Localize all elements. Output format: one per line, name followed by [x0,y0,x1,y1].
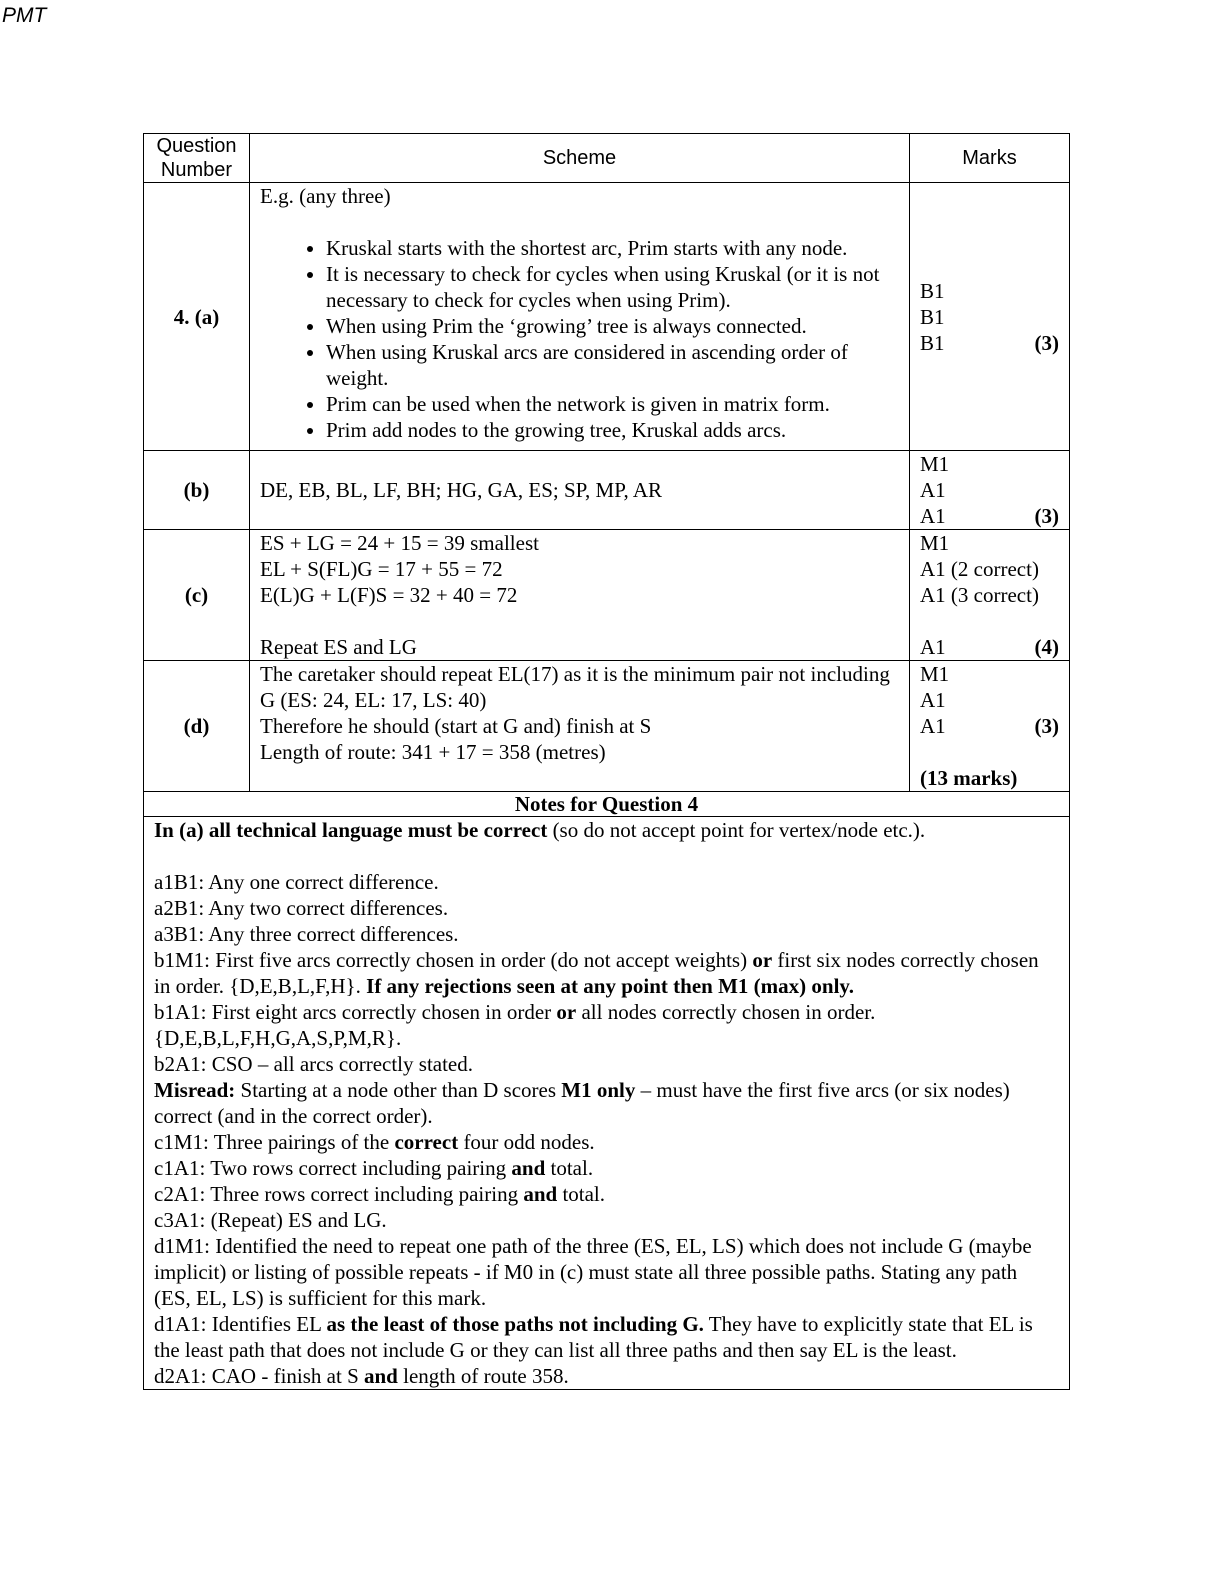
mark-scheme-table [143,133,1070,1390]
part-a-marks [910,183,1070,451]
part-d-marks [910,661,1070,792]
part-a-label: 4. (a) [144,183,250,451]
part-c-line: ES + LG = 24 + 15 = 39 smallest [260,531,539,555]
header-row [144,134,1070,183]
part-c-line: E(L)G + L(F)S = 32 + 40 = 72 [260,583,518,607]
mark: A1 [920,714,946,738]
note-b1a1: b1A1: First eight arcs correctly chosen in order or all nodes correctly chosen in order. {D,E,B,L,F,H,G,A,S,P,M,R}. [154,1000,876,1050]
mark: A1 [920,504,946,528]
point-item: • Kruskal starts with the shortest arc, Prim starts with any node. [326,235,899,261]
pmt-header: PMT [2,4,47,27]
note-c3a1: c3A1: (Repeat) ES and LG. [154,1208,387,1232]
notes-row [144,817,1070,1390]
part-c-repeat: Repeat ES and LG [260,635,417,659]
part-b-marks [910,451,1070,530]
mark: M1 [920,452,950,476]
note-a1: a1B1: Any one correct difference. [154,870,439,894]
part-c-label: (c) [144,530,250,661]
part-b-row [144,451,1070,530]
note-c2a1: c2A1: Three rows correct including pairing and total. [154,1182,606,1206]
part-d-scheme [250,661,910,792]
mark: A1 [920,635,946,659]
marks-header: Marks [910,134,1070,183]
notes-title: Notes for Question 4 [144,792,1070,817]
part-b-answer: DE, EB, BL, LF, BH; HG, GA, ES; SP, MP, AR [250,451,910,530]
mark: B1 [920,278,945,303]
notes-title-row [144,792,1070,817]
part-b-label: (b) [144,451,250,530]
mark: A1 (2 correct) [920,557,1039,581]
mark: M1 [920,662,950,686]
question-total: (13 marks) [920,766,1018,790]
point-item: • When using Kruskal arcs are considered in ascending order of weight. [326,339,899,391]
note-d1m1: d1M1: Identified the need to repeat one path of the three (ES, EL, LS) which does not include G (maybe implicit) or listing of possible repeats - if M0 in (c) must state all three possible paths. Stating any path (ES, EL, LS) is sufficient for this mark. [154,1234,1032,1310]
point-item: • It is necessary to check for cycles when using Kruskal (or it is not necessary to check for cycles when using Prim). [326,261,899,313]
part-a-intro: E.g. (any three) [260,184,391,208]
note-a3: a3B1: Any three correct differences. [154,922,459,946]
part-a-total: (3) [1034,330,1059,355]
part-c-scheme [250,530,910,661]
mark: M1 [920,531,950,555]
part-d-label: (d) [144,661,250,792]
part-c-marks [910,530,1070,661]
notes-body [144,817,1070,1390]
part-d-total: (3) [1034,714,1059,738]
point-item: • Prim add nodes to the growing tree, Kruskal adds arcs. [326,417,899,443]
mark: A1 [920,688,946,712]
part-c-total: (4) [1034,635,1059,659]
part-b-total: (3) [1034,504,1059,528]
note-c1m1: c1M1: Three pairings of the correct four odd nodes. [154,1130,595,1154]
point-item: • When using Prim the ‘growing’ tree is always connected. [326,313,899,339]
part-d-line: Therefore he should (start at G and) finish at S [260,714,652,738]
part-c-row [144,530,1070,661]
notes-intro: In (a) all technical language must be correct (so do not accept point for vertex/node etc.). [154,818,926,842]
part-a-scheme [250,183,910,451]
mark: B1 [920,330,945,355]
part-a-row [144,183,1070,451]
part-d-row [144,661,1070,792]
scheme-header: Scheme [250,134,910,183]
mark: A1 (3 correct) [920,583,1039,607]
mark: A1 [920,478,946,502]
note-misread: Misread: Starting at a node other than D scores M1 only – must have the first five arcs (or six nodes) correct (and in the correct order). [154,1078,1010,1128]
point-item: • Prim can be used when the network is given in matrix form. [326,391,899,417]
note-a2: a2B1: Any two correct differences. [154,896,449,920]
note-d2a1: d2A1: CAO - finish at S and length of route 358. [154,1364,569,1388]
note-b2a1: b2A1: CSO – all arcs correctly stated. [154,1052,473,1076]
part-a-points [260,235,899,443]
question-number-header: Question Number [144,134,250,183]
note-c1a1: c1A1: Two rows correct including pairing and total. [154,1156,594,1180]
mark: B1 [920,304,945,329]
part-d-line: The caretaker should repeat EL(17) as it is the minimum pair not including G (ES: 24, EL: 17, LS: 40) [260,662,890,712]
part-d-line: Length of route: 341 + 17 = 358 (metres) [260,740,606,764]
part-c-line: EL + S(FL)G = 17 + 55 = 72 [260,557,503,581]
note-b1m1: b1M1: First five arcs correctly chosen in order (do not accept weights) or first six nodes correctly chosen in order. {D,E,B,L,F,H}. If any rejections seen at any point then M1 (max) only. [154,948,1039,998]
note-d1a1: d1A1: Identifies EL as the least of those paths not including G. They have to explicitly state that EL is the least path that does not include G or they can list all three paths and then say EL is the least. [154,1312,1033,1362]
